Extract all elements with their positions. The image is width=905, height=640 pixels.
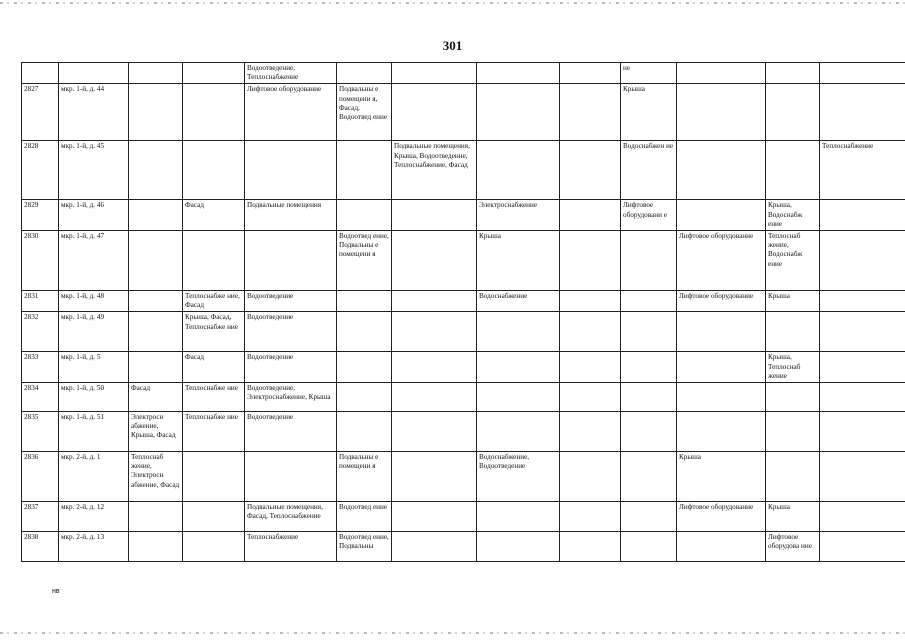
address-cell: мкр. 2-й, д. 13: [59, 532, 129, 562]
table-row: [22, 412, 905, 452]
table-cell: [560, 63, 621, 84]
table-row: [22, 200, 905, 231]
table-cell: Водоотведение: [245, 291, 337, 312]
address-cell: мкр. 1-й, д. 46: [59, 200, 129, 231]
table-cell: [621, 231, 677, 291]
table-cell: [477, 532, 560, 562]
page-number: 301: [442, 38, 463, 53]
table-cell: Фасад: [183, 352, 245, 383]
table-cell: [392, 84, 477, 141]
table-cell: Водоотведение, Электроснабжение, Крыша: [245, 383, 337, 412]
table-cell: [392, 383, 477, 412]
table-cell: [820, 312, 905, 352]
table-cell: [560, 383, 621, 412]
table-cell: [129, 502, 183, 532]
table-row: [22, 352, 905, 383]
table-cell: Крыша: [766, 291, 820, 312]
table-cell: [477, 63, 560, 84]
row-number-cell: [22, 63, 59, 84]
table-cell: [766, 452, 820, 502]
table-cell: Электросн абжение, Крыша, Фасад: [129, 412, 183, 452]
table-cell: [820, 231, 905, 291]
table-cell: Лифтовое оборудование: [245, 84, 337, 141]
table-cell: Водоотвед ение, Подвальны е помещени я: [337, 231, 392, 291]
table-cell: [477, 412, 560, 452]
table-cell: Крыша, Теплоснаб жение: [766, 352, 820, 383]
row-number-cell: 2837: [22, 502, 59, 532]
table-cell: Водоотведение: [245, 312, 337, 352]
table-cell: Подвальны е помещени я: [337, 452, 392, 502]
address-cell: мкр. 1-й, д. 45: [59, 141, 129, 200]
table-cell: [337, 291, 392, 312]
table-cell: [477, 84, 560, 141]
table-cell: Лифтовое оборудовани е: [621, 200, 677, 231]
table-cell: [129, 141, 183, 200]
table-cell: [820, 383, 905, 412]
table-cell: [337, 352, 392, 383]
address-cell: мкр. 2-й, д. 1: [59, 452, 129, 502]
table-cell: [820, 452, 905, 502]
table-cell: [245, 452, 337, 502]
table-cell: [392, 452, 477, 502]
table-cell: Водоснабжение, Водоотведение: [477, 452, 560, 502]
table-cell: [477, 352, 560, 383]
table-cell: [183, 63, 245, 84]
table-cell: Крыша: [677, 452, 766, 502]
table-cell: [677, 200, 766, 231]
table-row: [22, 502, 905, 532]
table-cell: [477, 502, 560, 532]
table-row: [22, 84, 905, 141]
table-cell: [392, 291, 477, 312]
table-cell: [820, 200, 905, 231]
address-cell: мкр. 1-й, д. 5: [59, 352, 129, 383]
works-schedule-table: [21, 62, 905, 562]
address-cell: мкр. 2-й, д. 12: [59, 502, 129, 532]
table-cell: [560, 200, 621, 231]
table-cell: Теплоснабже ние: [183, 383, 245, 412]
table-cell: Лифтовое оборудование: [677, 291, 766, 312]
table-cell: [766, 63, 820, 84]
table-cell: Лифтовое оборудование: [677, 231, 766, 291]
table-cell: [621, 352, 677, 383]
row-number-cell: 2830: [22, 231, 59, 291]
table-cell: [560, 412, 621, 452]
table-cell: [129, 200, 183, 231]
table-cell: [337, 383, 392, 412]
table-cell: [560, 452, 621, 502]
table-cell: [766, 412, 820, 452]
table-row: [22, 63, 905, 84]
table-cell: [560, 502, 621, 532]
table-cell: [129, 63, 183, 84]
table-cell: [337, 200, 392, 231]
table-cell: [392, 312, 477, 352]
address-cell: мкр. 1-й, д. 50: [59, 383, 129, 412]
table-cell: [129, 231, 183, 291]
table-cell: [477, 141, 560, 200]
table-cell: [183, 532, 245, 562]
table-row: [22, 452, 905, 502]
row-number-cell: 2838: [22, 532, 59, 562]
table-cell: Водоотведение: [245, 352, 337, 383]
table-cell: Крыша, Водоснабж ение: [766, 200, 820, 231]
row-number-cell: 2833: [22, 352, 59, 383]
table-cell: [337, 312, 392, 352]
table-cell: Теплоснабжение: [820, 141, 905, 200]
table-cell: Теплоснаб жение, Электросн абжение, Фасад: [129, 452, 183, 502]
table-cell: [129, 352, 183, 383]
table-cell: [766, 84, 820, 141]
table-cell: Крыша: [766, 502, 820, 532]
table-cell: Подвальные помещения, Крыша, Водоотведение, Теплоснабжение, Фасад: [392, 141, 477, 200]
table-cell: [183, 84, 245, 141]
table-cell: [392, 231, 477, 291]
table-cell: [183, 231, 245, 291]
address-cell: мкр. 1-й, д. 51: [59, 412, 129, 452]
table-row: [22, 312, 905, 352]
table-cell: [245, 231, 337, 291]
table-cell: [392, 412, 477, 452]
table-cell: Электроснабжение: [477, 200, 560, 231]
table-cell: [820, 352, 905, 383]
table-cell: Фасад: [183, 200, 245, 231]
table-cell: Подвальные помещения: [245, 200, 337, 231]
row-number-cell: 2836: [22, 452, 59, 502]
table-cell: [129, 291, 183, 312]
table-cell: [129, 532, 183, 562]
table-cell: [183, 141, 245, 200]
table-cell: [183, 502, 245, 532]
table-cell: [560, 312, 621, 352]
table-cell: не: [621, 63, 677, 84]
table-cell: [337, 412, 392, 452]
row-number-cell: 2828: [22, 141, 59, 200]
table-cell: [129, 312, 183, 352]
table-cell: [677, 84, 766, 141]
scan-edge-bottom: [0, 632, 905, 634]
table-row: [22, 291, 905, 312]
row-number-cell: 2831: [22, 291, 59, 312]
table-cell: Водоснабжен ие: [621, 141, 677, 200]
table-cell: [677, 141, 766, 200]
table-cell: [392, 502, 477, 532]
table-cell: Теплоснаб жение, Водоснабж ение: [766, 231, 820, 291]
row-number-cell: 2834: [22, 383, 59, 412]
table-cell: Водоотвед ение, Подвальны: [337, 532, 392, 562]
table-cell: [621, 412, 677, 452]
row-number-cell: 2827: [22, 84, 59, 141]
table-cell: [621, 502, 677, 532]
table-cell: [820, 412, 905, 452]
table-cell: [766, 141, 820, 200]
table-cell: [766, 312, 820, 352]
row-number-cell: 2832: [22, 312, 59, 352]
table-cell: [560, 141, 621, 200]
table-cell: Лифтовое оборудова ние: [766, 532, 820, 562]
table-cell: [392, 532, 477, 562]
table-cell: [621, 312, 677, 352]
footer-mark: нв: [52, 588, 60, 595]
table-cell: [477, 312, 560, 352]
table-cell: [820, 84, 905, 141]
address-cell: мкр. 1-й, д. 44: [59, 84, 129, 141]
scan-edge-top: [0, 2, 905, 4]
table-cell: [560, 291, 621, 312]
table-cell: [677, 63, 766, 84]
table-row: [22, 532, 905, 562]
table-cell: Подвальные помещения, Фасад, Теплоснабжение: [245, 502, 337, 532]
table-cell: Водоотведение, Теплоснабжение: [245, 63, 337, 84]
table-cell: Подвальны е помещени я, Фасад, Водоотвед ение: [337, 84, 392, 141]
table-cell: [560, 352, 621, 383]
table-cell: [129, 84, 183, 141]
table-cell: [560, 231, 621, 291]
table-cell: [820, 502, 905, 532]
table-cell: [183, 452, 245, 502]
address-cell: мкр. 1-й, д. 47: [59, 231, 129, 291]
table-row: [22, 231, 905, 291]
address-cell: мкр. 1-й, д. 48: [59, 291, 129, 312]
table-cell: [621, 291, 677, 312]
table-cell: [621, 532, 677, 562]
address-cell: мкр. 1-й, д. 49: [59, 312, 129, 352]
table-row: [22, 141, 905, 200]
table-cell: [677, 312, 766, 352]
table-cell: [621, 383, 677, 412]
table-cell: [820, 63, 905, 84]
table-cell: [677, 352, 766, 383]
table-cell: [392, 352, 477, 383]
table-cell: Фасад: [129, 383, 183, 412]
table-cell: [820, 532, 905, 562]
table-cell: [677, 412, 766, 452]
table-cell: Теплоснабже ние: [183, 412, 245, 452]
table-cell: [245, 141, 337, 200]
address-cell: [59, 63, 129, 84]
table-cell: Водоотвед ение: [337, 502, 392, 532]
table-row: [22, 383, 905, 412]
table-cell: [677, 532, 766, 562]
table-cell: [621, 452, 677, 502]
table-cell: Водоотведение: [245, 412, 337, 452]
table-cell: Крыша: [477, 231, 560, 291]
row-number-cell: 2835: [22, 412, 59, 452]
table-cell: [560, 532, 621, 562]
table-cell: [337, 63, 392, 84]
table-cell: Теплоснабжение: [245, 532, 337, 562]
table-cell: Водоснабжение: [477, 291, 560, 312]
table-cell: [560, 84, 621, 141]
table-cell: [392, 200, 477, 231]
table-cell: [477, 383, 560, 412]
table-cell: [392, 63, 477, 84]
table-cell: Крыша, Фасад, Теплоснабже ние: [183, 312, 245, 352]
table-cell: [820, 291, 905, 312]
table-cell: [337, 141, 392, 200]
table-cell: Лифтовое оборудование: [677, 502, 766, 532]
table-cell: Теплоснабже ние, Фасад: [183, 291, 245, 312]
table-cell: [677, 383, 766, 412]
table-cell: [766, 383, 820, 412]
table-cell: Крыша: [621, 84, 677, 141]
row-number-cell: 2829: [22, 200, 59, 231]
